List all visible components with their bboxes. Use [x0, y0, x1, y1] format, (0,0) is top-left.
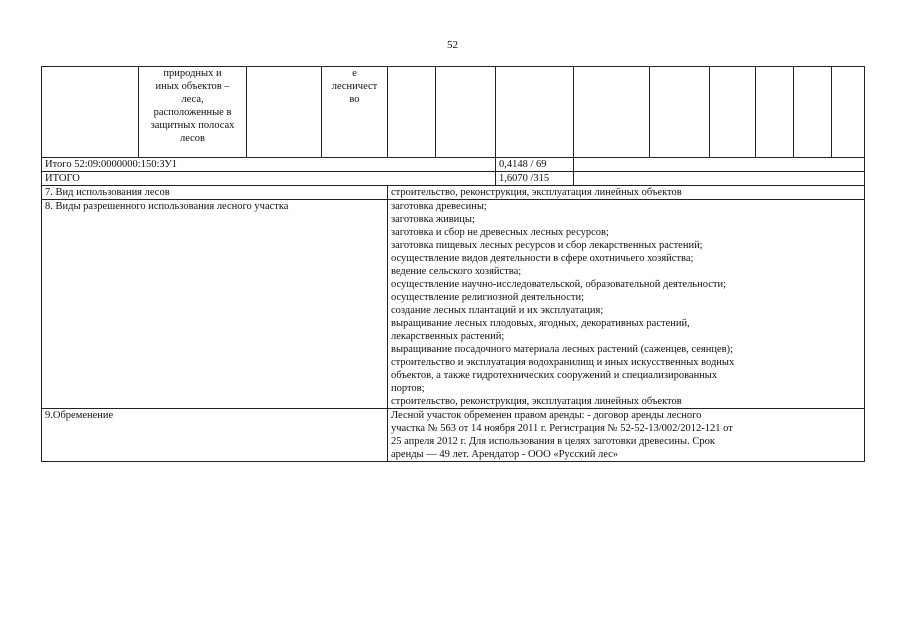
encumbrance-line: Лесной участок обременен правом аренды: - договор аренды лесного: [391, 410, 702, 421]
usage-line: объектов, а также гидротехнических сооружений и специализированных: [391, 370, 718, 381]
cell-empty: [574, 172, 865, 186]
section7-label: 7. Вид использования лесов: [42, 186, 388, 200]
encumbrance-line: 25 апреля 2012 г. Для использования в целях заготовки древесины. Срок: [391, 436, 715, 447]
cell-empty: [496, 67, 574, 158]
cell-empty: [832, 67, 865, 158]
cell-empty: [574, 67, 650, 158]
section7-value: строительство, реконструкция, эксплуатация линейных объектов: [388, 186, 865, 200]
section8-label: 8. Виды разрешенного использования лесного участка: [42, 200, 388, 409]
cell-empty: [42, 67, 139, 158]
usage-line: портов;: [391, 383, 425, 394]
cell-empty: [710, 67, 756, 158]
usage-line: заготовка пищевых лесных ресурсов и сбор лекарственных растений;: [391, 240, 703, 251]
itogo-total-value: 1,6070 /315: [496, 172, 574, 186]
cell-empty: [247, 67, 322, 158]
cell-empty: [794, 67, 832, 158]
usage-line: заготовка и сбор не древесных лесных ресурсов;: [391, 227, 609, 238]
usage-line: создание лесных плантаций и их эксплуатация;: [391, 305, 604, 316]
forest-plot-table: [41, 66, 865, 462]
usage-line: ведение сельского хозяйства;: [391, 266, 522, 277]
encumbrance-line: аренды — 49 лет. Арендатор - ООО «Русский лес»: [391, 449, 619, 460]
page-number: 52: [447, 39, 458, 51]
itogo-kadastr-label: Итого 52:09:0000000:150:ЗУ1: [42, 158, 496, 172]
usage-line: лекарственных растений;: [391, 331, 505, 342]
usage-line: осуществление видов деятельности в сфере охотничьего хозяйства;: [391, 253, 694, 264]
usage-line: заготовка живицы;: [391, 214, 475, 225]
itogo-total-row: [42, 172, 865, 186]
usage-line: строительство и эксплуатация водохранилищ и иных искусственных водных: [391, 357, 735, 368]
top-row: [42, 67, 865, 158]
cell-empty: [436, 67, 496, 158]
usage-line: осуществление религиозной деятельности;: [391, 292, 585, 303]
section9-row: [42, 409, 865, 462]
section7-row: [42, 186, 865, 200]
cell-empty: [756, 67, 794, 158]
section9-label: 9.Обременение: [42, 409, 388, 462]
cell-empty: [574, 158, 865, 172]
itogo-kadastr-value: 0,4148 / 69: [496, 158, 574, 172]
section8-row: [42, 200, 865, 409]
category-cell: е лесничест во: [322, 67, 388, 158]
usage-line: осуществление научно-исследовательской, образовательной деятельности;: [391, 279, 727, 290]
usage-line: выращивание лесных плодовых, ягодных, декоративных растений,: [391, 318, 690, 329]
encumbrance-line: участка № 563 от 14 ноября 2011 г. Регистрация № 52-52-13/002/2012-121 от: [391, 423, 733, 434]
itogo-total-label: ИТОГО: [42, 172, 496, 186]
itogo-kadastr-row: [42, 158, 865, 172]
object-name-cell: природных и иных объектов – леса, расположенные в защитных полосах лесов: [139, 67, 247, 158]
usage-line: заготовка древесины;: [391, 201, 487, 212]
section9-value: [388, 409, 865, 462]
section8-value: [388, 200, 865, 409]
cell-empty: [650, 67, 710, 158]
usage-line: строительство, реконструкция, эксплуатация линейных объектов: [391, 396, 682, 407]
cell-empty: [388, 67, 436, 158]
usage-line: выращивание посадочного материала лесных растений (саженцев, сеянцев);: [391, 344, 734, 355]
